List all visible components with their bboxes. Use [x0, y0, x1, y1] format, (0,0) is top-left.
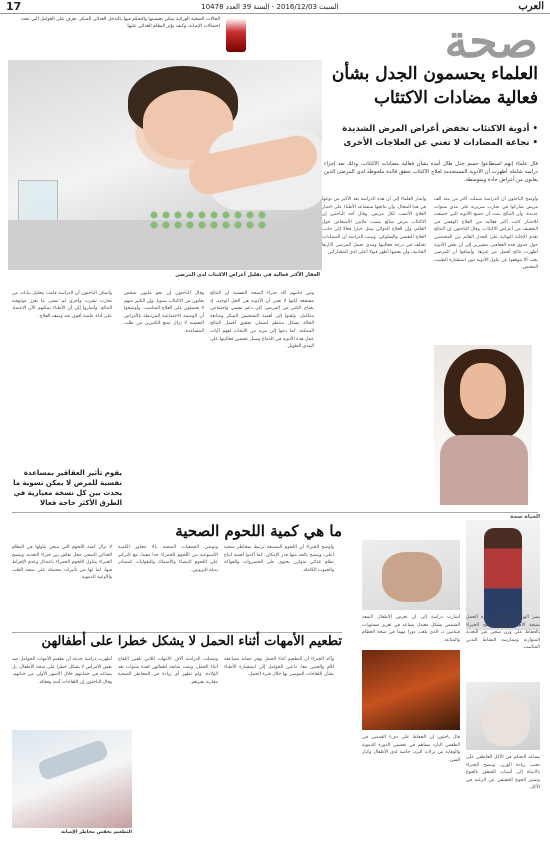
article3-headline: تطعيم الأمهات أثناء الحمل لا يشكل خطرا على أطفالهن	[41, 634, 342, 649]
photo-body	[440, 435, 528, 505]
photo-figure	[484, 528, 522, 628]
pregnant-woman-photo	[466, 682, 540, 750]
hero-photo	[8, 60, 322, 270]
article2-column: لا تزال كمية اللحوم التي ينبغي تناولها في النظام الغذائي الصحي محل نقاش بين خبراء التغذية. وينصح الخبراء بتناول اللحوم الحمراء باعتدال وعدم الإفراط فيها، لما لها من تأثيرات محتملة على صحة القلب والأوعية الدموية.	[12, 545, 112, 581]
article-column: وأوضح الباحثون أن الدراسة شملت أكثر من مئة ألف مريض شاركوا في تجارب سريرية على مدى سنوات عديدة، وأن النتائج بينت أن جميع الأدوية التي خضعت للاختبار كانت أكثر فعالية من العلاج الوهمي في التخفيف من أعراض الاكتئاب. وقال الباحثون إن النتائج تقدم الإجابة النهائية على الجدل القائم بين المختصين حول جدوى هذه العقاقير، مشيرين إلى أن بعض الأدوية أظهرت نتائج أفضل من غيرها. وأضافوا أن المرضى يجب ألا يتوقفوا عن تناول الأدوية دون استشارة الطبيب المختص.	[434, 197, 538, 271]
syringe	[37, 739, 110, 782]
hero-caption: العقار الأكثر فعالية في تقليل أعراض الاكتئاب لدى المرضى	[175, 272, 320, 278]
article-bullets	[324, 122, 538, 150]
brief-column: يضر الوزن الزائد خلال فترة الحمل بصحة الأم والطفل، وينصح الخبراء بالحفاظ على وزن صحي عبر التغذية المتوازنة وممارسة النشاط البدني المناسب.	[466, 615, 540, 651]
teaser-image	[226, 18, 246, 52]
article-lead: قال علماء إنهم استطاعوا حسم جدل طال أمده بشأن فعالية مضادات الاكتئاب، وذلك بعد إجراء دراسة شاملة أظهرت أن الأدوية المستخدمة لعلاج الاكتئاب تحقق فائدة ملحوظة لدى المرضى الذين يعانون من أعراض حادة ومتوسطة.	[324, 161, 538, 183]
divider	[12, 632, 342, 633]
article-headline: العلماء يحسمون الجدل بشأن فعالية مضادات الاكتئاب	[331, 64, 538, 108]
page-number: 17	[6, 0, 22, 13]
brief-column: يساعد التحكم في الأكل العاطفي على تجنب زيادة الوزن، وينصح الخبراء بالانتباه إلى أسباب الشعور بالجوع وتمييز الجوع الحقيقي عن الرغبة في الأكل.	[466, 755, 540, 791]
brief-column: قال باحثون إن الحفاظ على دفء القدمين في الطقس البارد يساهم في تحسين الدورة الدموية والوقاية من نزلات البرد، خاصة لدى الأطفال وكبار السن.	[362, 735, 460, 763]
section-title: صحة	[444, 14, 538, 68]
pills-woman-photo	[434, 345, 532, 505]
sidebar-quote: يقوم تأثير العقاقير بمساعدة نفسية للمرض لا يمكن تسوية ما يحدث بين كل نسخة معيارية في الطرق الأكثر حاجة فعالا	[13, 469, 122, 507]
photo-figure	[482, 692, 530, 746]
article2-headline: ما هي كمية اللحوم الصحية	[175, 522, 342, 540]
article3-column: وشملت الدراسة آلاف الأمهات اللاتي تلقين اللقاح أثناء الحمل، وتمت متابعة أطفالهن لعدة سنوات بعد الولادة، ولم تظهر أي زيادة في المخاطر الصحية مقارنة بغيرهم.	[118, 657, 218, 685]
article2-column: وتوصي الجمعيات الصحية بألا تتجاوز الكمية الأسبوعية من اللحوم الحمراء حدا معينا، مع التركيز على اللحوم البيضاء والأسماك والبقوليات كمصادر بديلة للبروتين.	[118, 545, 218, 573]
article-column: وقال الباحثون إن نحو مليون شخص يعانون من الاكتئاب سنويا، وإن الكثير منهم لا يحصلون على العلاج المناسب. وأوضحوا أن الوصمة الاجتماعية المرتبطة بالأمراض النفسية لا تزال تمنع الكثيرين من طلب المساعدة.	[124, 291, 204, 334]
photo-face	[460, 363, 506, 419]
article-column: ومن جانبهم أكد خبراء الصحة النفسية أن النتائج مشجعة لكنها لا تعني أن الأدوية هي الحل الوحيد، إذ يحتاج الكثير من المرضى إلى دعم نفسي واجتماعي متكامل. ولفتوا إلى أهمية التشخيص المبكر ومتابعة الحالة بشكل منتظم لضمان تحقيق أفضل النتائج الممكنة. كما دعوا إلى مزيد من الأبحاث لفهم آليات عمل هذه الأدوية في الدماغ وسبل تحسين فعاليتها على المدى الطويل.	[210, 291, 314, 350]
newspaper-logo: العرب	[518, 1, 544, 12]
brief-column: أشارت دراسة إلى أن تعرض الأطفال لأشعة الشمس بشكل معتدل يساعد في تعزيز مستويات فيتامين د، الذي يلعب دورا مهما في صحة العظام والمناعة.	[362, 615, 460, 643]
bullet-item: • أدوية الاكتئاب تخفض أعراض المرض الشديدة	[324, 122, 538, 136]
pills	[148, 210, 268, 230]
fireplace-feet-photo	[362, 650, 460, 730]
vaccine-caption: التطعيم يخفض مخاطر الإصابة	[61, 830, 132, 835]
teaser-text: الحالات الصحية الوراثية يمكن تحسينها والتحكم فيها بالتدخل الغذائي المبكر. تعرف على العوامل التي تحدد احتمالات الإصابة، وكيف يؤثر النظام الغذائي عليها.	[20, 17, 220, 29]
issue-date: السبت 2016/12/03 - السنة 39 العدد 10478	[201, 2, 339, 11]
article3-column: أظهرت دراسة حديثة أن تطعيم الأمهات الحوامل ضد بعض الأمراض لا يشكل خطرا على صحة الأطفال، بل يساعد في حمايتهم خلال الأشهر الأولى من حياتهم. وقال الباحثون إن اللقاحات آمنة وفعالة.	[12, 657, 112, 685]
sick-girl-photo	[362, 540, 460, 610]
article3-column: وأكد الخبراء أن التطعيم أثناء الحمل يوفر حماية مضاعفة للأم والجنين معا، داعين الحوامل إلى استشارة الأطباء بشأن اللقاحات الموصى بها خلال فترة الحمل.	[224, 657, 334, 678]
bullet-item: • نجاعة المضادات لا تغني عن العلاجات الأخرى	[324, 136, 538, 150]
photo-figure	[382, 552, 442, 602]
article2-column: وأوضح الخبراء أن اللحوم المصنعة ترتبط بمخاطر صحية أعلى، وينصح بالحد منها قدر الإمكان. كما أكدوا أهمية اتباع نظام غذائي متوازن يحتوي على الخضروات والفواكه والحبوب الكاملة.	[224, 545, 334, 573]
section-tag: الحياة صحة	[509, 514, 540, 520]
article-column: وأضاف الباحثون أن الدراسة قامت بتحليل بيانات من تجارب نشرت وأخرى لم تنشر، ما يعزز موثوقية النتائج. وأشاروا إلى أن الأطباء يمكنهم الآن الاعتماد على أدلة علمية أقوى عند وصف العلاج.	[12, 291, 112, 319]
vaccine-photo	[12, 730, 132, 828]
divider	[12, 512, 538, 513]
page-header	[0, 0, 550, 14]
article-column: وأشار العلماء إلى أن هذه الدراسة تعد الأكبر من نوعها في هذا المجال، وأن نتائجها ستساعد الأطباء على اختيار العلاج الأنسب لكل مريض. وقال أحد الباحثين إن الاكتئاب مرض شائع يصيب ملايين الأشخاص حول العالم، وإن العلاج الدوائي يمثل خيارا فعالا إلى جانب العلاج النفسي والسلوكي. وبينت الدراسة أن المضادات تختلف في درجة فعاليتها ومدى تحمل المرضى لآثارها الجانبية، وأن بعضها أظهر قبولا أعلى لدى المشاركين.	[322, 197, 426, 256]
